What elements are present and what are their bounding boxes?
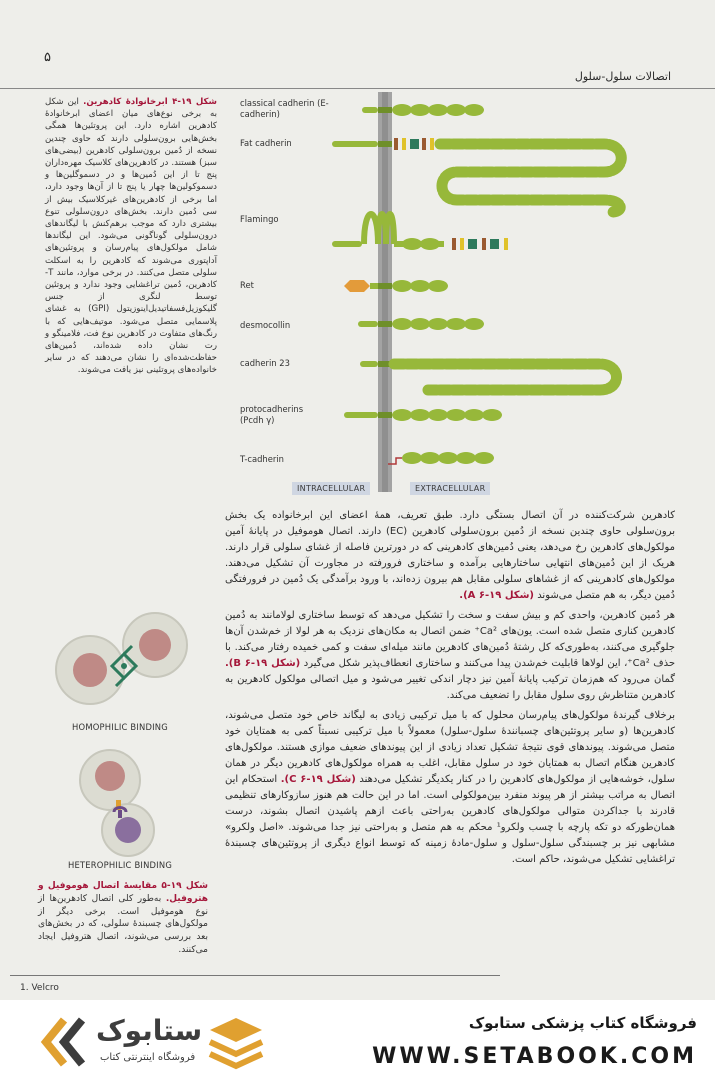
main-text: [225, 508, 675, 868]
running-head: اتصالات سلول-سلول: [574, 70, 671, 83]
intracellular-label: INTRACELLULAR: [292, 482, 370, 495]
figure-ref-6c: (شکل ۱۹-۶ C).: [280, 774, 356, 785]
paragraph-2-text-a: هر دُمین کادهرین، واحدی کم و بیش سفت و سخت را تشکیل می‌دهد که توسط ساختاری لولامانند به دُمین کادهرین کناری متصل شده است. یون‌های Ca²⁺ ضمن اتصال به مکان‌های نزدیک به هر لولا از خم‌شدن آن‌ها جلوگیری می‌کنند، به‌طوری‌که کل رشتهٔ دُمین‌های کادهرین مانند میله‌ای سفت و کمی خمیده رفتار می‌کند. با حذف Ca²⁺، این لولاها قابلیت خم‌شدن پیدا می‌کنند و ساختاری انعطاف‌پذیر شکل می‌گیرد: [225, 610, 676, 669]
paragraph-2: [225, 608, 675, 704]
cadherin-diagram-svg: [232, 92, 697, 502]
t-cadherin-molecule: [388, 452, 494, 464]
figure-5-caption: [38, 880, 208, 957]
label-desmocollin: desmocollin: [240, 320, 291, 330]
paragraph-3: [225, 708, 675, 868]
figure-4-caption-title: شکل ۱۹-۴ ابرخانوادهٔ کادهرین.: [83, 97, 217, 107]
book-stack-icon: [206, 1012, 266, 1070]
footnote-rule: [10, 975, 500, 976]
figure-ref-6b: (شکل ۱۹-۶ B).: [225, 658, 301, 669]
figure-ref-6a: (شکل ۱۹-۶ A).: [459, 590, 534, 601]
cadherin-23-molecule: [360, 361, 617, 390]
label-protocadherins: protocadherins (Pcdh γ): [240, 404, 304, 425]
heterophilic-label: HETEROPHILIC BINDING: [67, 860, 173, 870]
header-rule: [0, 88, 715, 89]
logo-wordmark: ستابوک: [96, 1014, 203, 1047]
store-logo: [36, 1012, 286, 1070]
paragraph-2-text-b: گمان می‌رود که هم‌زمان ترکیب پایانهٔ آمین نیز دچار اندکی تغییر می‌شود و میل اتصالی مولکول کادهرین به کادهرین متناظرش روی سلول مقابل را تضعیف می‌کند.: [225, 674, 675, 701]
figure-4-caption-text: این شکل به برخی نوع‌های میان اعضای ابرخانوادهٔ کادهرین اشاره دارد. این پروتئین‌ها همگی بخش‌هایی برون‌سلولی دارند که حاوی چندین نسخه از دُمین برون‌سلولی کادهرین (بیضی‌های سبز) هستند. در کادهرین‌های کلاسیک مهره‌داران پنج تا از این دُمین‌ها و در دسموگلین‌ها و دسموکولین‌ها چهار یا پنج تا از آن‌ها وجود دارد، اما برخی از کادهرین‌های غیرکلاسیک بیش از سی دُمین دارند. بخش‌های درون‌سلولی تنوع بیشتری دارد که موجب برهم‌کنش با لیگاندهای درون‌سلولی گوناگونی می‌شود. این لیگاندها شامل مولکول‌های پیام‌رسان و پروتئین‌های آداپتوری می‌شوند که کادهرین را به اسکلت سلولی متصل می‌کنند. در برخی موارد، مانند T-کادهرین، دُمین تراغشایی وجود ندارد و پروتئین توسط لنگری از جنس گلیکوزیل‌فسفاتیدیل‌اینوزیتول (GPI) به غشای پلاسمایی متصل می‌شود. موتیف‌هایی که با رنگ‌های متفاوت در کادهرین نوع فت، فلامینگو و رت نشان داده شده‌اند، دُمین‌های حفاظت‌شده‌ای را نشان می‌دهند که در سایر خانواده‌های پروتئینی نیز یافت می‌شوند.: [45, 97, 217, 376]
ret-molecule: [344, 280, 448, 292]
store-url[interactable]: WWW.SETABOOK.COM: [372, 1044, 697, 1069]
figure-5-caption-title: شکل ۱۹-۵ مقایسهٔ اتصال هوموفیل و هتروفیل.: [38, 881, 208, 904]
flamingo-molecule: [332, 214, 508, 250]
store-title: فروشگاه کتاب پزشکی ستابوک: [468, 1014, 697, 1032]
label-t-cadherin: T-cadherin: [240, 454, 284, 464]
homophilic-binding-illustration: [40, 610, 200, 715]
cadherin-superfamily-diagram: [232, 92, 697, 502]
figure-5-caption-text: به‌طور کلی اتصال کادهرین‌ها از نوع هوموفیل است. برخی دیگر از مولکول‌های چسبندهٔ سلولی، که در بخش‌های بعد بررسی می‌شوند، اتصال هتروفیل ایجاد می‌کنند.: [38, 893, 208, 955]
figure-4-caption: [45, 96, 217, 377]
paragraph-3-text-b: استحکام این اتصال به مراتب بیشتر از هر پیوند منفرد بین‌مولکولی است. اما در این حالت هم هنوز سازوکارهای تنظیمی قادرند با جداکردن متوالی مولکول‌های کادهرین به‌راحتی باعث ازهم پاشیدن اتصال بشوند، درست همان‌طورکه دو تکه پارچه با چسب ولکرو¹ محکم به هم متصل و به‌راحتی نیز جدا می‌شوند. «اصل ولکرو» مشابهی نیز بر چسبندگی سلول-سلول و سلول-مادهٔ زمینه که توسط انواع دیگری از پروتئین‌های چسبندهٔ تراغشایی تشکیل می‌شوند، حاکم است.: [225, 774, 676, 865]
paragraph-1: [225, 508, 675, 604]
homophilic-label: HOMOPHILIC BINDING: [72, 722, 168, 732]
page-number: ۵: [44, 50, 51, 65]
desmocollin-molecule: [358, 318, 484, 330]
footnote: 1. Velcro: [20, 983, 59, 993]
label-ret: Ret: [240, 280, 254, 290]
label-classical-cadherin: classical cadherin (E-cadherin): [240, 98, 329, 119]
extracellular-label: EXTRACELLULAR: [410, 482, 490, 495]
paragraph-1-text: کادهرین شرکت‌کننده در آن اتصال بستگی دارد. طبق تعریف، همهٔ اعضای این ابرخانواده یک بخش برون‌سلولی حاوی چندین نسخه از دُمین برون‌سلولی کادهرین (EC) دارند. اتصال هوموفیل در پایانهٔ آمین مولکول‌های کادهرین رخ می‌دهد، یعنی دُمین‌های کادهرینی که در دورترین فاصله از غشای سلولی قرار دارند. هریک از این دُمین‌های انتهایی ساختارهایی برآمده و ساختاری فرورفته در مجاورت آن تشکیل می‌دهند. مولکول‌های کادهرینی که از غشاهای سلولی مقابل هم بیرون زده‌اند، با ورود برآمدگی یک دُمین در فرورفتگی دُمین دیگر، به هم متصل می‌شوند: [225, 510, 675, 601]
store-banner: [0, 1000, 715, 1080]
protocadherin-molecule: [344, 409, 502, 421]
paragraph-3-text-a: برخلاف گیرندهٔ مولکول‌های پیام‌رسان محلول که با میل ترکیبی زیادی به لیگاند خاص خود متصل می‌شوند، کادهرین‌ها (و سایر پروتئین‌های چسبانندهٔ سلول-سلول) معمولاً با میل ترکیبی نسبتاً کمی به همتایان خود متصل می‌شوند. پیوندهای قوی نتیجهٔ تشکیل تعداد زیادی از این پیوندهای ضعیف موازی هستند. مولکول‌های کادهرین هنگام اتصال به همتایان خود در سلول مقابل، اغلب به همراه مولکول‌های کادهرین دیگر در همان سلول، خوشه‌هایی از مولکول‌های کادهرین را در کنار یکدیگر تشکیل می‌دهند: [225, 710, 675, 785]
logo-chevron-icon: [36, 1012, 92, 1070]
label-flamingo: Flamingo: [240, 214, 279, 224]
logo-subtitle: فروشگاه اینترنتی کتاب: [100, 1052, 196, 1063]
heterophilic-binding-illustration: [40, 748, 200, 858]
fat-cadherin-molecule: [332, 138, 621, 212]
label-fat-cadherin: Fat cadherin: [240, 138, 292, 148]
label-cadherin-23: cadherin 23: [240, 358, 290, 368]
